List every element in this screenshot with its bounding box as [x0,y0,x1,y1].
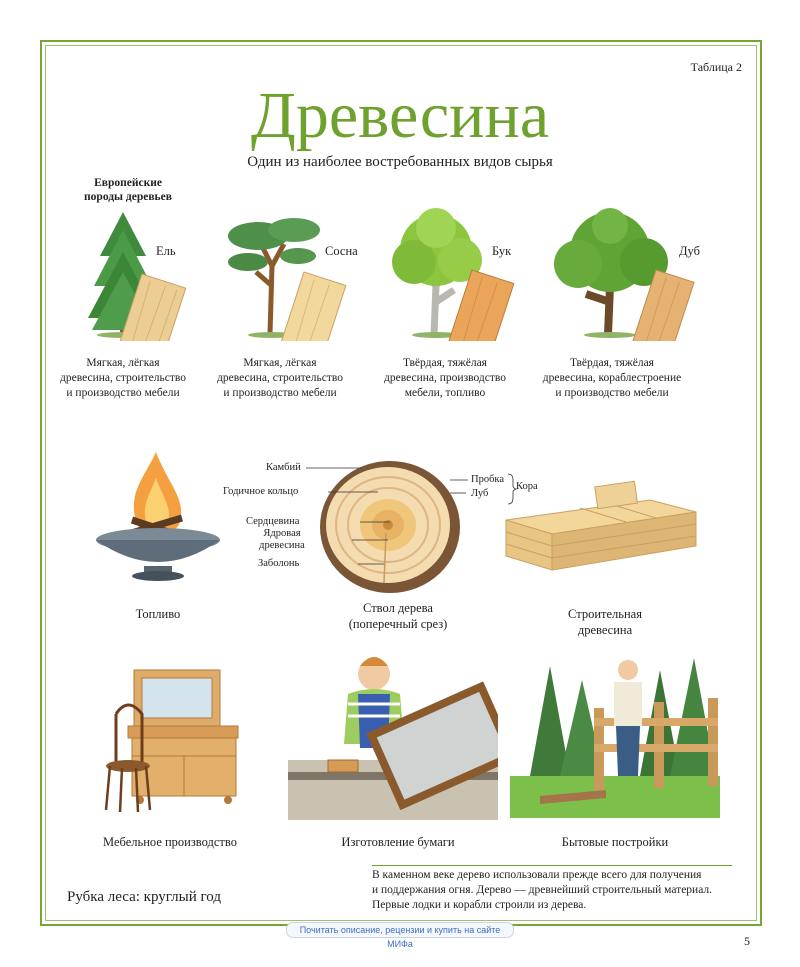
label-pith: Сердцевина [246,516,300,527]
beech-desc-line1: Твёрдая, тяжёлая [403,357,487,369]
lumber-stack-illustration [500,480,700,580]
caption-fuel: Топливо [135,607,181,621]
pine-desc-line3: и производство мебели [223,387,337,399]
caption-trunk-line1: Ствол дерева [363,601,433,615]
page-number: 5 [744,934,750,948]
page-subtitle: Один из наиболее востребованных видов сырья [247,154,553,170]
caption-buildings: Бытовые постройки [561,835,669,849]
furniture-illustration [98,660,243,820]
label-bark: Кора [516,481,538,492]
felling-season: Рубка леса: круглый год [67,889,221,905]
label-annual-ring: Годичное кольцо [223,486,299,497]
label-sapwood: Заболонь [258,558,300,569]
oak-desc-line2: древесина, кораблестроение [542,372,682,384]
caption-paper: Изготовление бумаги [341,835,455,849]
tree-name-spruce: Ель [156,244,176,258]
beech-desc-line3: мебели, топливо [404,387,486,399]
pine-desc-line2: древесина, строительство [217,372,343,384]
caption-lumber [545,606,665,638]
oak-desc-line1: Твёрдая, тяжёлая [570,357,654,369]
spruce-desc-line2: древесина, строительство [60,372,186,384]
label-cambium: Камбий [266,462,301,473]
tree-name-pine: Сосна [325,244,358,258]
pine-desc-line1: Мягкая, лёгкая [243,357,317,369]
pine-tree-illustration [212,206,352,341]
fire-bowl-illustration [92,448,224,593]
label-cork: Пробка [471,474,505,485]
species-heading-line1: Европейские [94,177,162,189]
species-heading-line2: породы деревьев [84,191,172,203]
label-heartwood-line2: древесина [259,540,305,551]
species-heading [58,176,198,204]
history-note [372,865,732,913]
oak-tree-illustration [540,206,700,341]
spruce-desc-line1: Мягкая, лёгкая [86,357,160,369]
tree-name-oak: Дуб [679,244,700,258]
beech-description [370,356,520,401]
spruce-description [48,356,198,401]
spruce-desc-line3: и производство мебели [66,387,180,399]
label-heartwood-line1: Ядровая [263,528,301,539]
oak-description [535,356,689,401]
caption-lumber-line2: древесина [577,623,633,637]
caption-lumber-line1: Строительная [568,607,642,621]
beech-desc-line2: древесина, производство [384,372,506,384]
page-title: Древесина [250,79,550,152]
caption-trunk [318,600,478,632]
papermaking-illustration [288,648,498,820]
oak-desc-line3: и производство мебели [555,387,669,399]
tree-name-beech: Бук [492,244,512,258]
label-heartwood [252,528,312,552]
beech-tree-illustration [384,206,524,341]
history-note-line1: В каменном веке дерево использовали прежде всего для получения [372,869,702,881]
caption-furniture: Мебельное производство [103,835,237,849]
fence-builder-illustration [510,646,720,818]
caption-trunk-line2: (поперечный срез) [348,617,448,631]
table-tag: Таблица 2 [690,60,742,74]
pine-description [205,356,355,401]
myth-store-link[interactable]: Почитать описание, рецензии и купить на сайте МИФа [286,922,514,938]
spruce-tree-illustration [78,206,213,341]
history-note-line2: и поддержания огня. Дерево — древнейший строительный материал. [372,884,713,896]
label-phloem: Луб [471,488,489,499]
history-note-line3: Первые лодки и корабли строили из дерева. [372,899,587,911]
